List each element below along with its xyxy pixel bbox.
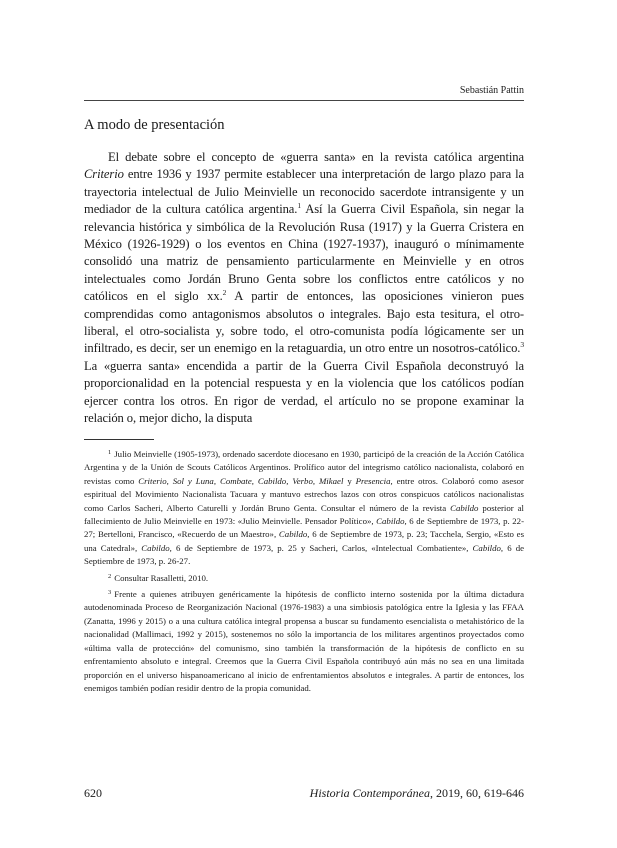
fn1-text-c: , [213, 475, 220, 486]
fn1-italic-3: Combate [219, 475, 252, 486]
body-paragraph [84, 149, 524, 428]
fn1-text-n: , 6 de Septiembre de 1973, p. 26-27. [84, 542, 524, 567]
footnote-rule [84, 439, 154, 440]
fn1-italic-8: Cabildo [450, 502, 479, 513]
criterio-title: Criterio [84, 167, 124, 182]
fn1-text-l: , 6 de Septiembre de 1973, p. 23; Tacchela, Sergio, «Esto es una Catedral», [84, 529, 524, 553]
body-text-a: El debate sobre el concepto de «guerra santa» en la revista católica argentina [108, 150, 524, 164]
footnote-ref-3[interactable]: 3 [520, 340, 524, 350]
footnote-number: 2 [108, 572, 112, 580]
fn1-italic-12: Cabildo [472, 542, 501, 553]
fn1-text-h: , entre otros. Colaboró como asesor espiritual del Movimiento Nacionalista Tacuara y mantuvo estrechos lazos con otros conspicuos católicos nacionalistas como Carlos Sacheri, Alberto Caturelli y Jordán Bruno Genta. Consultar el número de la revista [84, 475, 524, 513]
footnote-2 [84, 570, 524, 585]
journal-citation [310, 786, 524, 801]
fn1-italic-7: Presencia [355, 475, 391, 486]
fn1-italic-9: Cabildo [376, 516, 405, 527]
section-title: A modo de presentación [84, 117, 225, 133]
fn1-text-b: , [166, 475, 173, 486]
journal-title: Historia Contemporánea [309, 786, 430, 800]
body-text-e: La «guerra santa» encendida a partir de la Guerra Civil Española deconstruyó la proporcionalidad en la potencial respuesta y en la violencia que los católicos podían ejercer contra los otros. En rigor de verdad, el artículo no se propone examinar la relación o, mejor dicho, la disputa [84, 358, 524, 426]
footnotes [84, 446, 524, 696]
footnote-ref-1[interactable]: 1 [297, 201, 301, 211]
fn1-text-f: , [312, 475, 319, 486]
footnote-3 [84, 586, 524, 695]
footnote-number: 3 [108, 589, 112, 597]
fn1-italic-2: Sol y Luna [172, 475, 214, 486]
fn3-text: Frente a quienes atribuyen genéricamente la hipótesis de conflicto interno sostenida por la última dictadura autodenominada Proceso de Reorganización Nacional (1976-1983) a una simbiosis patológica entre la Iglesia y las FFAA (Zanatta, 1996 y 2015) o a una cultura católica integral propensa a buscar su fundamento esencialista o metahistórico de la nacionalidad (Mallimaci, 1992 y 2015), sostenemos no sólo la importancia de los militares argentinos proyectados como «última valla de protección» del comunismo, sino también la transformación de la hipótesis de conflicto en su enfrentamiento absoluto e integral. Creemos que la Guerra Civil Española contribuyó aún más no sea en una limitada proporción en el universo hispanoamericano al inicio de enfrentamientos absolutos e integrales. A partir de entonces, los enemigos también podían residir dentro de la propia comunidad. [84, 589, 524, 693]
body-text-b: entre 1936 y 1937 permite establecer una interpretación de largo plazo para la trayectoria intelectual de Julio Meinvielle un reconocido sacerdote intransigente y un mediador de la cultura católica argentina. [84, 167, 524, 217]
fn1-italic-6: Mikael [318, 475, 344, 486]
footnote-ref-2[interactable]: 2 [222, 288, 227, 298]
running-head: Sebastián Pattin [459, 85, 524, 96]
fn1-text-d: , [251, 475, 258, 486]
fn1-italic-10: Cabildo [278, 529, 308, 540]
footnote-number: 1 [108, 449, 112, 456]
body-text-d: A partir de entonces, las oposiciones vinieron pues comprendidas como antagonismos absolutos o integrales. Bajo esta tesitura, el otro-liberal, el otro-socialista y, sobre todo, el otro-comunista podía lógicamente ser un infiltrado, es decir, ser un enemigo en la retaguardia, un otro entre un nosotros-católico. [84, 289, 524, 356]
body-text-c: Así la Guerra Civil Española, sin negar la relevancia histórica y simbólica de la Revolución Rusa (1917) y la Guerra Cristera en México (1926-1929) o los eventos en China (1927-1937), inauguró o mínimamente consolidó una matriz de pensamiento particularmente en Meinvielle y en otros intelectuales como Jordán Bruno Genta sobre los conflictos entre católicos y no católicos en el siglo xx. [84, 202, 524, 304]
fn1-italic-4: Cabildo [257, 475, 287, 486]
fn1-text-k: , 6 de Septiembre de 1973, p. 22-27; Bertelloni, Francisco, «Recuerdo de un Maestro», [84, 516, 524, 540]
page-number: 620 [84, 786, 102, 800]
fn2-text: Consultar Rasalletti, 2010. [114, 572, 209, 583]
fn1-text-m: , 6 de Septiembre de 1973, p. 25 y Sacheri, Carlos, «Intelectual Combatiente», [169, 542, 473, 553]
header-rule [84, 100, 524, 101]
journal-issue: , 2019, 60, 619-646 [430, 786, 524, 800]
fn1-italic-11: Cabildo [141, 542, 170, 553]
fn1-text-a: Julio Meinvielle (1905-1973), ordenado sacerdote diocesano en 1930, participó de la creación de la Acción Católica Argentina y de la Unión de Scouts Católicos Argentinos. Prolífico autor del integrismo católico nacionalista, colaboró en revistas como [84, 449, 524, 486]
fn1-text-j: posterior al fallecimiento de Julio Meinvielle en 1973: «Julio Meinvielle. Pensador Político», [84, 502, 524, 527]
fn1-text-g: y [343, 475, 356, 486]
fn1-italic-1: Criterio [138, 475, 167, 486]
footnote-1 [84, 446, 524, 569]
fn1-text-e: , [286, 475, 293, 486]
fn1-italic-5: Verbo [292, 475, 313, 486]
